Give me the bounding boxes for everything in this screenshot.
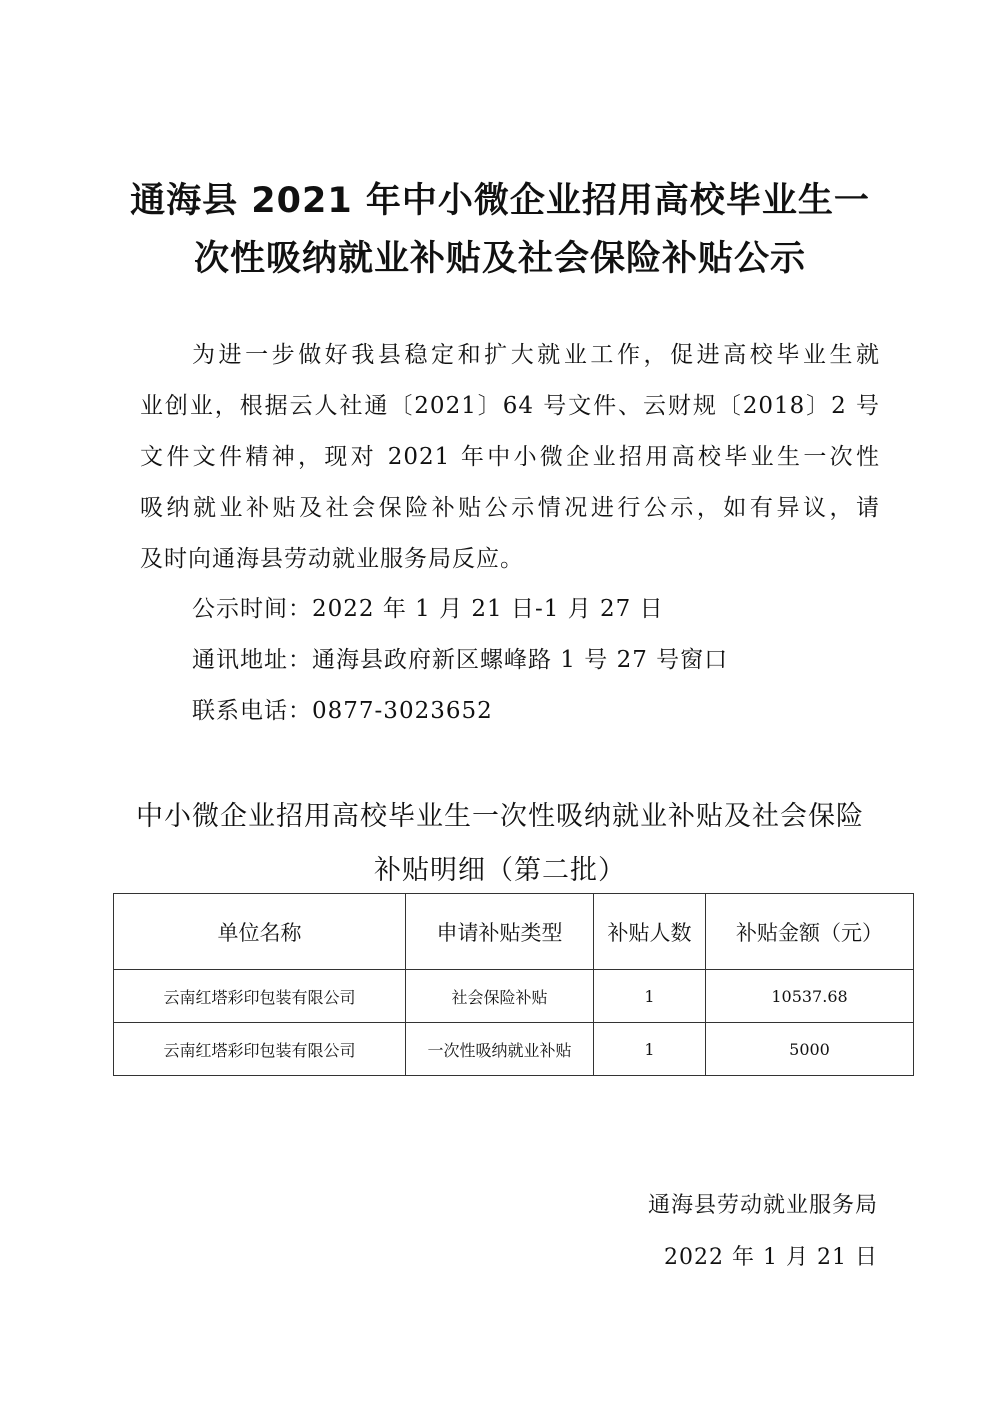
contact-phone: 联系电话：0877-3023652 xyxy=(192,698,493,724)
intro-line: 文件文件精神，现对 2021 年中小微企业招用高校毕业生一次性 xyxy=(140,444,880,470)
issuing-organization: 通海县劳动就业服务局 xyxy=(647,1193,878,1218)
table-header-row xyxy=(114,894,914,970)
header-amount: 补贴金额（元） xyxy=(706,894,914,970)
announcement-period: 公示时间：2022 年 1 月 21 日-1 月 27 日 xyxy=(192,596,664,622)
intro-line: 及时向通海县劳动就业服务局反应。 xyxy=(140,546,524,572)
document-title-line-1: 通海县 2021 年中小微企业招用高校毕业生一 xyxy=(130,181,870,221)
table-row xyxy=(114,1023,914,1076)
cell-subsidy-type: 一次性吸纳就业补贴 xyxy=(406,1023,594,1076)
intro-line: 为进一步做好我县稳定和扩大就业工作，促进高校毕业生就 xyxy=(192,342,880,368)
cell-amount: 10537.68 xyxy=(706,970,914,1023)
table-row xyxy=(114,970,914,1023)
document-title-line-2: 次性吸纳就业补贴及社会保险补贴公示 xyxy=(193,239,806,279)
table-title-line-2: 补贴明细（第二批） xyxy=(374,855,626,886)
header-subsidy-type: 申请补贴类型 xyxy=(406,894,594,970)
cell-amount: 5000 xyxy=(706,1023,914,1076)
intro-line: 业创业，根据云人社通〔2021〕64 号文件、云财规〔2018〕2 号 xyxy=(140,393,880,419)
intro-line: 吸纳就业补贴及社会保险补贴公示情况进行公示，如有异议，请 xyxy=(140,495,880,521)
cell-subsidy-type: 社会保险补贴 xyxy=(406,970,594,1023)
subsidy-detail-table xyxy=(113,893,914,1076)
cell-company-name: 云南红塔彩印包装有限公司 xyxy=(114,970,406,1023)
cell-headcount: 1 xyxy=(594,970,706,1023)
table-title xyxy=(0,790,1000,898)
issue-date: 2022 年 1 月 21 日 xyxy=(664,1245,878,1270)
table-title-line-1: 中小微企业招用高校毕业生一次性吸纳就业补贴及社会保险 xyxy=(136,801,864,832)
cell-company-name: 云南红塔彩印包装有限公司 xyxy=(114,1023,406,1076)
header-company-name: 单位名称 xyxy=(114,894,406,970)
header-headcount: 补贴人数 xyxy=(594,894,706,970)
cell-headcount: 1 xyxy=(594,1023,706,1076)
intro-paragraph xyxy=(140,330,880,585)
contact-address: 通讯地址：通海县政府新区螺峰路 1 号 27 号窗口 xyxy=(192,647,729,673)
document-title xyxy=(0,172,1000,288)
